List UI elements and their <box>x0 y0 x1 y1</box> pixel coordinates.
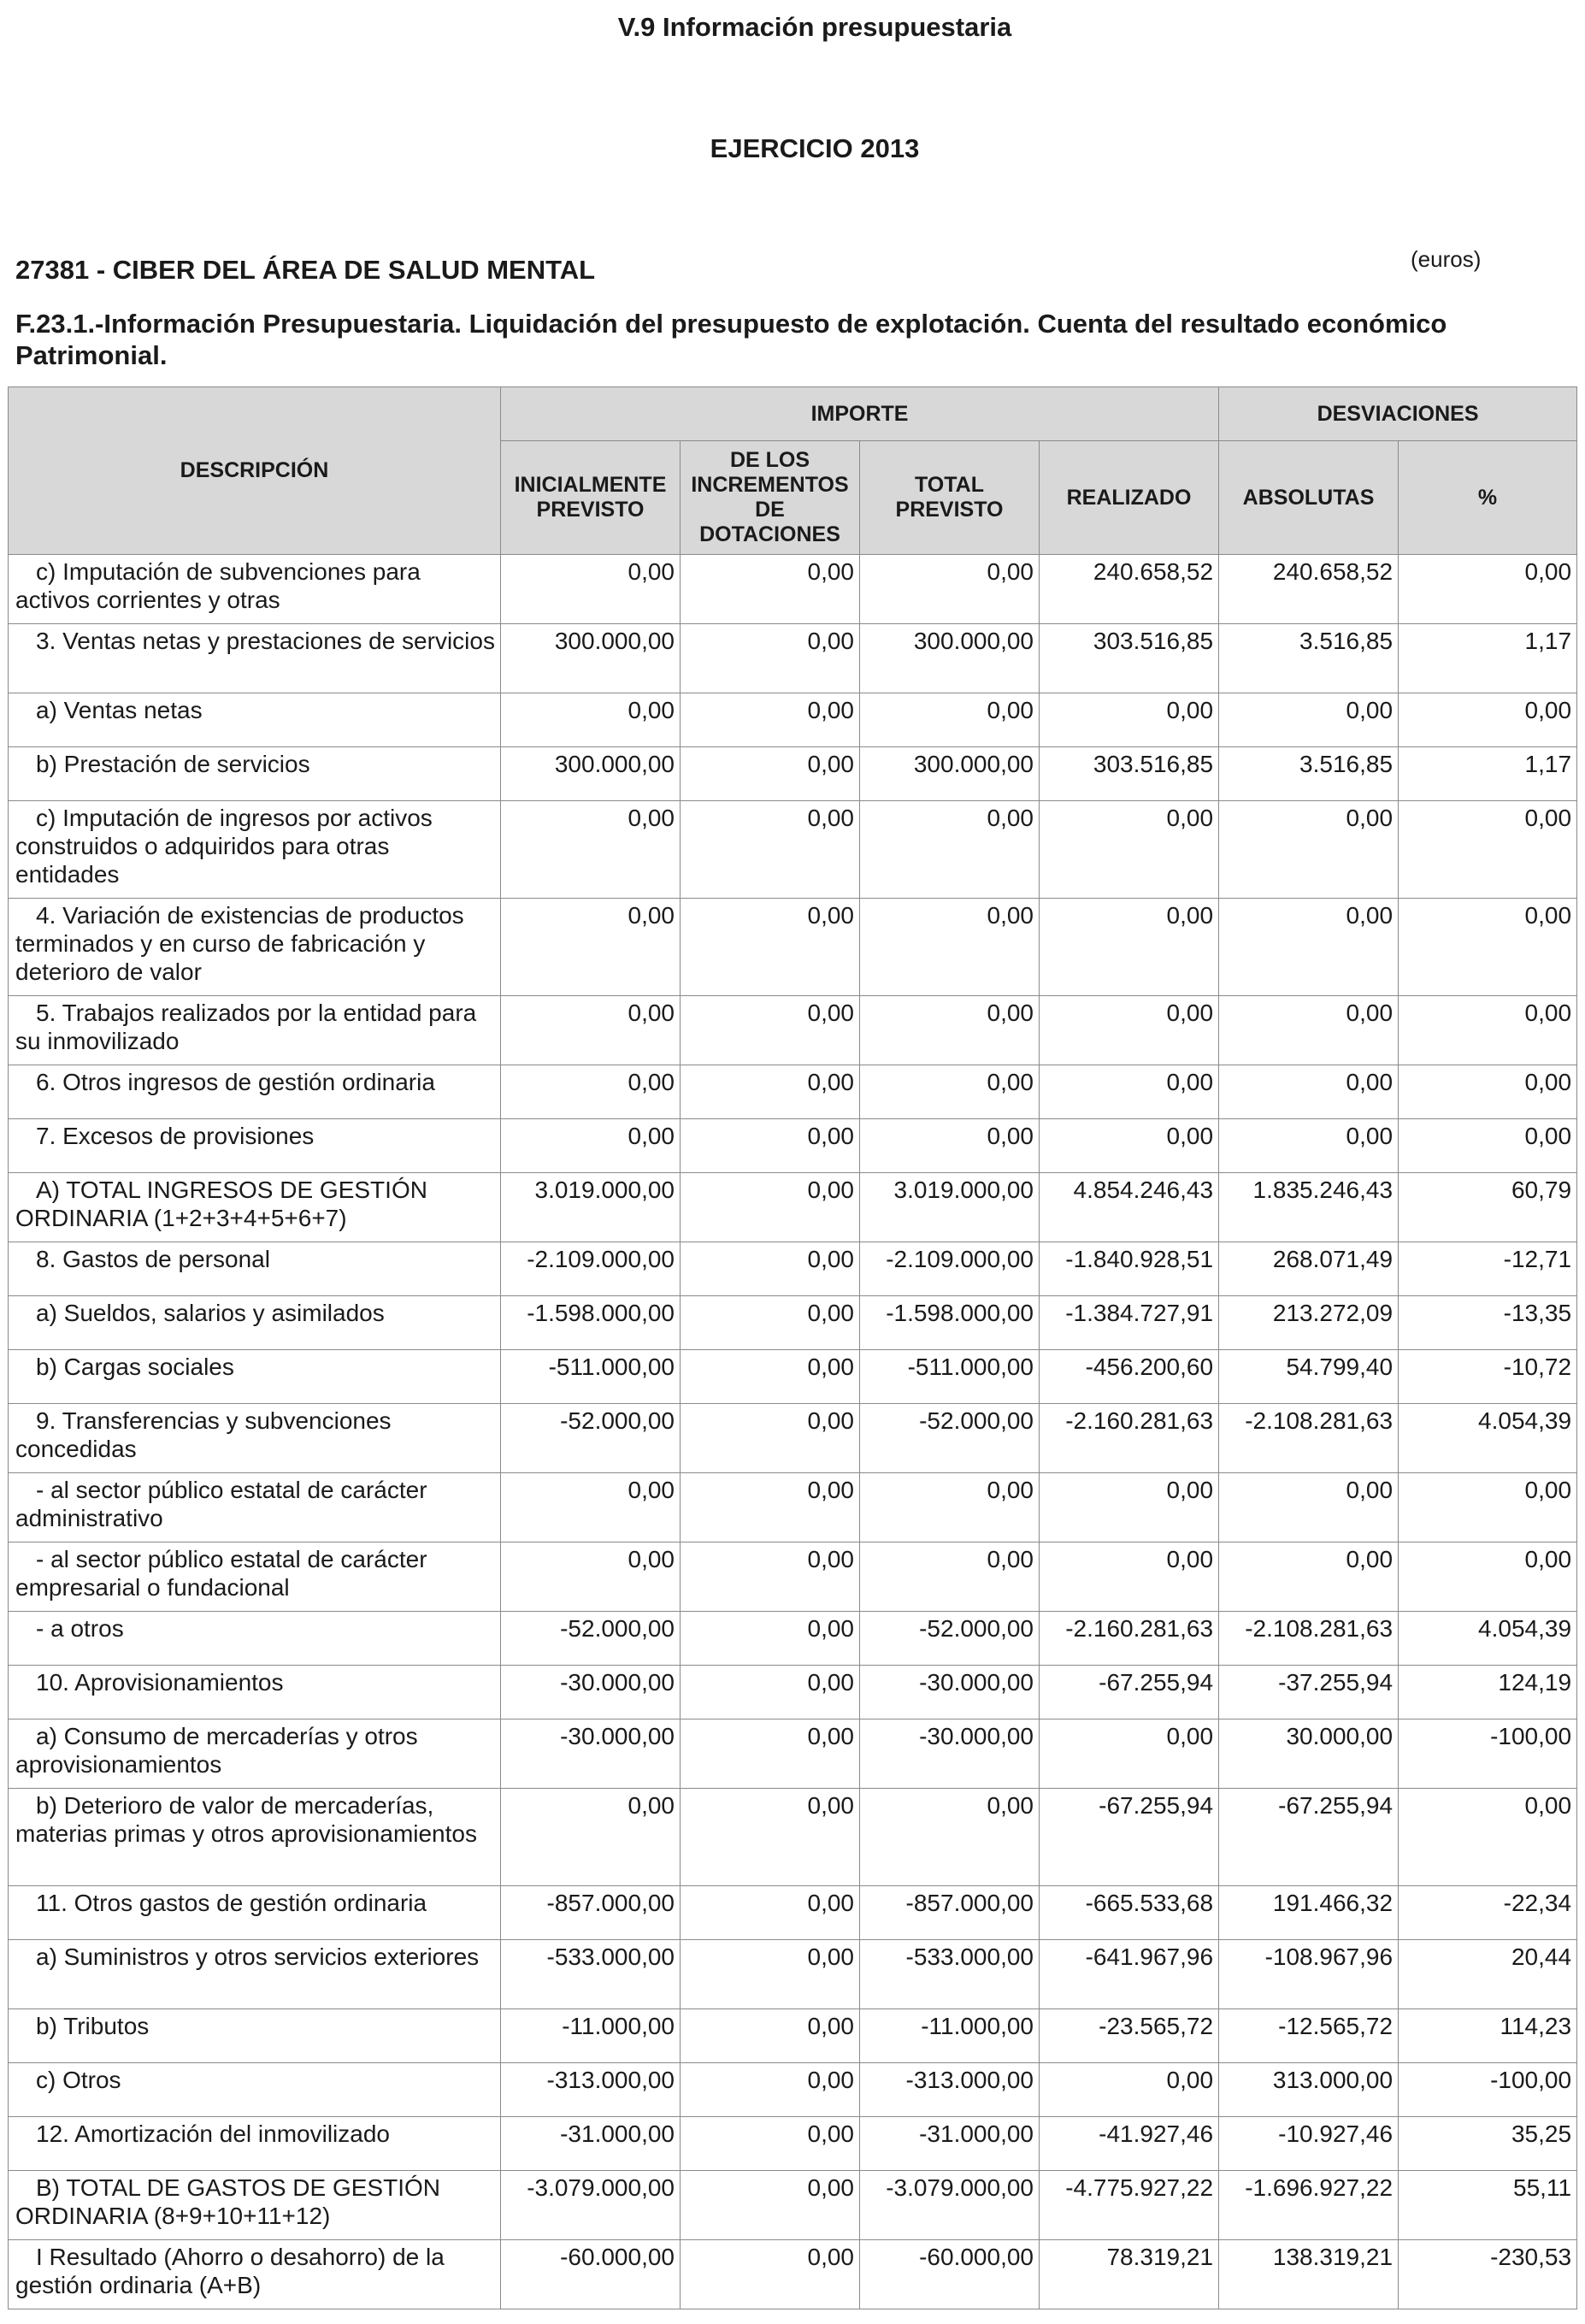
table-row <box>9 1542 1577 1612</box>
cell-inicialmente: -2.109.000,00 <box>501 1242 681 1296</box>
row-description: - al sector público estatal de carácter administrativo <box>9 1473 501 1542</box>
cell-incrementos: 0,00 <box>681 1350 860 1404</box>
cell-absolutas: -10.927,46 <box>1219 2117 1399 2171</box>
cell-pct: 0,00 <box>1399 1473 1577 1542</box>
row-description: 6. Otros ingresos de gestión ordinaria <box>9 1065 501 1119</box>
cell-total-previsto: -1.598.000,00 <box>860 1296 1040 1350</box>
cell-pct: 0,00 <box>1399 555 1577 624</box>
cell-absolutas: -67.255,94 <box>1219 1789 1399 1886</box>
table-body <box>9 555 1577 2309</box>
row-description: b) Deterioro de valor de mercaderías, materias primas y otros aprovisionamientos <box>9 1789 501 1886</box>
cell-incrementos: 0,00 <box>681 899 860 996</box>
cell-total-previsto: -52.000,00 <box>860 1404 1040 1473</box>
table-row <box>9 624 1577 693</box>
cell-absolutas: 268.071,49 <box>1219 1242 1399 1296</box>
cell-incrementos: 0,00 <box>681 1666 860 1719</box>
cell-inicialmente: 300.000,00 <box>501 624 681 693</box>
cell-pct: 4.054,39 <box>1399 1612 1577 1666</box>
cell-realizado: 303.516,85 <box>1040 747 1219 801</box>
cell-incrementos: 0,00 <box>681 747 860 801</box>
cell-inicialmente: 0,00 <box>501 1473 681 1542</box>
cell-total-previsto: -30.000,00 <box>860 1719 1040 1789</box>
cell-realizado: -67.255,94 <box>1040 1666 1219 1719</box>
cell-incrementos: 0,00 <box>681 2171 860 2240</box>
table-row <box>9 1173 1577 1242</box>
cell-pct: -230,53 <box>1399 2240 1577 2309</box>
cell-absolutas: 1.835.246,43 <box>1219 1173 1399 1242</box>
cell-absolutas: 54.799,40 <box>1219 1350 1399 1404</box>
table-row <box>9 2117 1577 2171</box>
cell-inicialmente: 0,00 <box>501 693 681 747</box>
cell-pct: -22,34 <box>1399 1886 1577 1940</box>
cell-realizado: 0,00 <box>1040 693 1219 747</box>
table-row <box>9 2009 1577 2063</box>
cell-inicialmente: -511.000,00 <box>501 1350 681 1404</box>
entity-name: 27381 - CIBER DEL ÁREA DE SALUD MENTAL <box>15 255 596 285</box>
row-description: 10. Aprovisionamientos <box>9 1666 501 1719</box>
col-header-desviaciones: DESVIACIONES <box>1219 387 1577 441</box>
header-row-group <box>9 387 1577 441</box>
cell-inicialmente: -30.000,00 <box>501 1719 681 1789</box>
table-row <box>9 1886 1577 1940</box>
table-row <box>9 1404 1577 1473</box>
cell-realizado: 0,00 <box>1040 1473 1219 1542</box>
cell-inicialmente: -1.598.000,00 <box>501 1296 681 1350</box>
cell-realizado: -2.160.281,63 <box>1040 1612 1219 1666</box>
table-row <box>9 1719 1577 1789</box>
cell-total-previsto: 0,00 <box>860 1473 1040 1542</box>
cell-incrementos: 0,00 <box>681 1789 860 1886</box>
cell-realizado: -456.200,60 <box>1040 1350 1219 1404</box>
cell-pct: 0,00 <box>1399 801 1577 899</box>
cell-absolutas: -12.565,72 <box>1219 2009 1399 2063</box>
cell-absolutas: 0,00 <box>1219 899 1399 996</box>
cell-absolutas: -2.108.281,63 <box>1219 1612 1399 1666</box>
cell-inicialmente: -857.000,00 <box>501 1886 681 1940</box>
cell-total-previsto: -511.000,00 <box>860 1350 1040 1404</box>
cell-absolutas: -2.108.281,63 <box>1219 1404 1399 1473</box>
cell-incrementos: 0,00 <box>681 1612 860 1666</box>
table-row <box>9 2240 1577 2309</box>
cell-pct: -100,00 <box>1399 1719 1577 1789</box>
cell-absolutas: 213.272,09 <box>1219 1296 1399 1350</box>
table-row <box>9 1612 1577 1666</box>
table-row <box>9 1473 1577 1542</box>
cell-incrementos: 0,00 <box>681 1473 860 1542</box>
cell-total-previsto: 0,00 <box>860 801 1040 899</box>
cell-inicialmente: 0,00 <box>501 996 681 1065</box>
cell-inicialmente: -60.000,00 <box>501 2240 681 2309</box>
cell-incrementos: 0,00 <box>681 1065 860 1119</box>
cell-inicialmente: 0,00 <box>501 1789 681 1886</box>
cell-total-previsto: 300.000,00 <box>860 624 1040 693</box>
cell-incrementos: 0,00 <box>681 2009 860 2063</box>
cell-absolutas: 0,00 <box>1219 1065 1399 1119</box>
col-header-absolutas: ABSOLUTAS <box>1219 441 1399 555</box>
cell-pct: -10,72 <box>1399 1350 1577 1404</box>
cell-realizado: -2.160.281,63 <box>1040 1404 1219 1473</box>
cell-realizado: 0,00 <box>1040 1065 1219 1119</box>
cell-realizado: -23.565,72 <box>1040 2009 1219 2063</box>
cell-pct: 60,79 <box>1399 1173 1577 1242</box>
cell-realizado: 78.319,21 <box>1040 2240 1219 2309</box>
row-description: c) Imputación de ingresos por activos construidos o adquiridos para otras entidades <box>9 801 501 899</box>
cell-realizado: 0,00 <box>1040 801 1219 899</box>
table-row <box>9 801 1577 899</box>
report-title: F.23.1.-Información Presupuestaria. Liquidación del presupuesto de explotación. Cuenta del resultado económico Patrimonial. <box>15 309 1447 370</box>
cell-pct: 124,19 <box>1399 1666 1577 1719</box>
cell-incrementos: 0,00 <box>681 1242 860 1296</box>
cell-total-previsto: 3.019.000,00 <box>860 1173 1040 1242</box>
cell-pct: 114,23 <box>1399 2009 1577 2063</box>
cell-absolutas: 240.658,52 <box>1219 555 1399 624</box>
col-header-pct: % <box>1399 441 1577 555</box>
table-row <box>9 1940 1577 2009</box>
cell-absolutas: 0,00 <box>1219 996 1399 1065</box>
table-row <box>9 555 1577 624</box>
cell-pct: 1,17 <box>1399 624 1577 693</box>
cell-total-previsto: 0,00 <box>860 693 1040 747</box>
cell-realizado: 0,00 <box>1040 899 1219 996</box>
cell-absolutas: 30.000,00 <box>1219 1719 1399 1789</box>
row-description: 4. Variación de existencias de productos terminados y en curso de fabricación y deterioro de valor <box>9 899 501 996</box>
row-description: b) Cargas sociales <box>9 1350 501 1404</box>
row-description: b) Prestación de servicios <box>9 747 501 801</box>
cell-total-previsto: 0,00 <box>860 996 1040 1065</box>
cell-pct: 0,00 <box>1399 693 1577 747</box>
cell-incrementos: 0,00 <box>681 1296 860 1350</box>
cell-incrementos: 0,00 <box>681 1542 860 1612</box>
table-row <box>9 1119 1577 1173</box>
cell-total-previsto: 300.000,00 <box>860 747 1040 801</box>
row-description: c) Imputación de subvenciones para activos corrientes y otras <box>9 555 501 624</box>
cell-realizado: -1.840.928,51 <box>1040 1242 1219 1296</box>
cell-pct: -13,35 <box>1399 1296 1577 1350</box>
cell-total-previsto: 0,00 <box>860 899 1040 996</box>
cell-total-previsto: -60.000,00 <box>860 2240 1040 2309</box>
cell-incrementos: 0,00 <box>681 2240 860 2309</box>
row-description: B) TOTAL DE GASTOS DE GESTIÓN ORDINARIA (8+9+10+11+12) <box>9 2171 501 2240</box>
cell-realizado: -4.775.927,22 <box>1040 2171 1219 2240</box>
cell-realizado: 0,00 <box>1040 996 1219 1065</box>
cell-incrementos: 0,00 <box>681 693 860 747</box>
cell-realizado: 303.516,85 <box>1040 624 1219 693</box>
cell-absolutas: 313.000,00 <box>1219 2063 1399 2117</box>
exercise-year: EJERCICIO 2013 <box>710 133 920 163</box>
cell-realizado: 0,00 <box>1040 2063 1219 2117</box>
cell-total-previsto: -3.079.000,00 <box>860 2171 1040 2240</box>
table-row <box>9 693 1577 747</box>
cell-inicialmente: -11.000,00 <box>501 2009 681 2063</box>
cell-incrementos: 0,00 <box>681 1719 860 1789</box>
cell-inicialmente: -3.079.000,00 <box>501 2171 681 2240</box>
cell-pct: -12,71 <box>1399 1242 1577 1296</box>
col-header-total-previsto: TOTAL PREVISTO <box>860 441 1040 555</box>
cell-pct: 0,00 <box>1399 1789 1577 1886</box>
cell-realizado: 0,00 <box>1040 1719 1219 1789</box>
row-description: - al sector público estatal de carácter empresarial o fundacional <box>9 1542 501 1612</box>
cell-absolutas: 0,00 <box>1219 801 1399 899</box>
table-row <box>9 1789 1577 1886</box>
cell-absolutas: -37.255,94 <box>1219 1666 1399 1719</box>
cell-realizado: 4.854.246,43 <box>1040 1173 1219 1242</box>
row-description: a) Suministros y otros servicios exteriores <box>9 1940 501 2009</box>
cell-inicialmente: 0,00 <box>501 1119 681 1173</box>
cell-pct: 55,11 <box>1399 2171 1577 2240</box>
row-description: A) TOTAL INGRESOS DE GESTIÓN ORDINARIA (1+2+3+4+5+6+7) <box>9 1173 501 1242</box>
cell-pct: 0,00 <box>1399 996 1577 1065</box>
cell-realizado: -1.384.727,91 <box>1040 1296 1219 1350</box>
cell-incrementos: 0,00 <box>681 1404 860 1473</box>
cell-realizado: -67.255,94 <box>1040 1789 1219 1886</box>
cell-inicialmente: -31.000,00 <box>501 2117 681 2171</box>
cell-inicialmente: 0,00 <box>501 801 681 899</box>
cell-inicialmente: 300.000,00 <box>501 747 681 801</box>
row-description: 3. Ventas netas y prestaciones de servicios <box>9 624 501 693</box>
cell-realizado: -41.927,46 <box>1040 2117 1219 2171</box>
cell-inicialmente: -52.000,00 <box>501 1612 681 1666</box>
table-row <box>9 2063 1577 2117</box>
cell-absolutas: 0,00 <box>1219 1473 1399 1542</box>
cell-pct: 35,25 <box>1399 2117 1577 2171</box>
section-title: V.9 Información presupuestaria <box>617 12 1012 42</box>
cell-incrementos: 0,00 <box>681 1119 860 1173</box>
cell-absolutas: 0,00 <box>1219 1542 1399 1612</box>
table-row <box>9 996 1577 1065</box>
cell-incrementos: 0,00 <box>681 555 860 624</box>
col-header-incrementos: DE LOS INCREMENTOS DE DOTACIONES <box>681 441 860 555</box>
row-description: a) Ventas netas <box>9 693 501 747</box>
cell-inicialmente: -30.000,00 <box>501 1666 681 1719</box>
row-description: 5. Trabajos realizados por la entidad para su inmovilizado <box>9 996 501 1065</box>
table-row <box>9 1296 1577 1350</box>
row-description: - a otros <box>9 1612 501 1666</box>
table-row <box>9 1242 1577 1296</box>
row-description: b) Tributos <box>9 2009 501 2063</box>
cell-pct: 0,00 <box>1399 1542 1577 1612</box>
cell-total-previsto: -533.000,00 <box>860 1940 1040 2009</box>
cell-pct: 0,00 <box>1399 1119 1577 1173</box>
cell-absolutas: 3.516,85 <box>1219 747 1399 801</box>
row-description: a) Consumo de mercaderías y otros aprovisionamientos <box>9 1719 501 1789</box>
cell-absolutas: 3.516,85 <box>1219 624 1399 693</box>
cell-pct: 4.054,39 <box>1399 1404 1577 1473</box>
cell-inicialmente: 0,00 <box>501 1065 681 1119</box>
cell-incrementos: 0,00 <box>681 801 860 899</box>
cell-pct: 20,44 <box>1399 1940 1577 2009</box>
cell-inicialmente: -313.000,00 <box>501 2063 681 2117</box>
cell-realizado: -665.533,68 <box>1040 1886 1219 1940</box>
cell-pct: 1,17 <box>1399 747 1577 801</box>
table-row <box>9 2171 1577 2240</box>
col-header-inicialmente: INICIALMENTE PREVISTO <box>501 441 681 555</box>
table-row <box>9 747 1577 801</box>
cell-absolutas: -1.696.927,22 <box>1219 2171 1399 2240</box>
cell-total-previsto: -11.000,00 <box>860 2009 1040 2063</box>
cell-inicialmente: 0,00 <box>501 899 681 996</box>
row-description: 8. Gastos de personal <box>9 1242 501 1296</box>
cell-pct: 0,00 <box>1399 899 1577 996</box>
cell-total-previsto: -31.000,00 <box>860 2117 1040 2171</box>
units-label: (euros) <box>1411 246 1482 272</box>
row-description: I Resultado (Ahorro o desahorro) de la gestión ordinaria (A+B) <box>9 2240 501 2309</box>
table-row <box>9 1350 1577 1404</box>
cell-total-previsto: 0,00 <box>860 1789 1040 1886</box>
cell-realizado: 0,00 <box>1040 1119 1219 1173</box>
cell-absolutas: 191.466,32 <box>1219 1886 1399 1940</box>
cell-incrementos: 0,00 <box>681 2063 860 2117</box>
row-description: 12. Amortización del inmovilizado <box>9 2117 501 2171</box>
row-description: 7. Excesos de provisiones <box>9 1119 501 1173</box>
cell-absolutas: 0,00 <box>1219 693 1399 747</box>
table-row <box>9 899 1577 996</box>
cell-inicialmente: -533.000,00 <box>501 1940 681 2009</box>
cell-total-previsto: 0,00 <box>860 555 1040 624</box>
cell-inicialmente: 0,00 <box>501 555 681 624</box>
cell-total-previsto: 0,00 <box>860 1119 1040 1173</box>
cell-inicialmente: 0,00 <box>501 1542 681 1612</box>
cell-absolutas: 138.319,21 <box>1219 2240 1399 2309</box>
cell-inicialmente: 3.019.000,00 <box>501 1173 681 1242</box>
row-description: 11. Otros gastos de gestión ordinaria <box>9 1886 501 1940</box>
row-description: a) Sueldos, salarios y asimilados <box>9 1296 501 1350</box>
col-header-descripcion: DESCRIPCIÓN <box>9 387 501 555</box>
cell-incrementos: 0,00 <box>681 624 860 693</box>
cell-realizado: -641.967,96 <box>1040 1940 1219 2009</box>
row-description: c) Otros <box>9 2063 501 2117</box>
cell-realizado: 240.658,52 <box>1040 555 1219 624</box>
cell-total-previsto: -52.000,00 <box>860 1612 1040 1666</box>
cell-incrementos: 0,00 <box>681 1886 860 1940</box>
cell-pct: -100,00 <box>1399 2063 1577 2117</box>
cell-total-previsto: -857.000,00 <box>860 1886 1040 1940</box>
cell-inicialmente: -52.000,00 <box>501 1404 681 1473</box>
cell-total-previsto: 0,00 <box>860 1065 1040 1119</box>
col-header-realizado: REALIZADO <box>1040 441 1219 555</box>
cell-incrementos: 0,00 <box>681 1940 860 2009</box>
cell-total-previsto: -2.109.000,00 <box>860 1242 1040 1296</box>
row-description: 9. Transferencias y subvenciones concedidas <box>9 1404 501 1473</box>
cell-incrementos: 0,00 <box>681 996 860 1065</box>
table-row <box>9 1065 1577 1119</box>
cell-realizado: 0,00 <box>1040 1542 1219 1612</box>
cell-incrementos: 0,00 <box>681 2117 860 2171</box>
budget-table <box>8 386 1577 2309</box>
cell-absolutas: 0,00 <box>1219 1119 1399 1173</box>
col-header-importe: IMPORTE <box>501 387 1219 441</box>
cell-total-previsto: 0,00 <box>860 1542 1040 1612</box>
cell-pct: 0,00 <box>1399 1065 1577 1119</box>
cell-total-previsto: -30.000,00 <box>860 1666 1040 1719</box>
cell-absolutas: -108.967,96 <box>1219 1940 1399 2009</box>
cell-total-previsto: -313.000,00 <box>860 2063 1040 2117</box>
table-row <box>9 1666 1577 1719</box>
cell-incrementos: 0,00 <box>681 1173 860 1242</box>
